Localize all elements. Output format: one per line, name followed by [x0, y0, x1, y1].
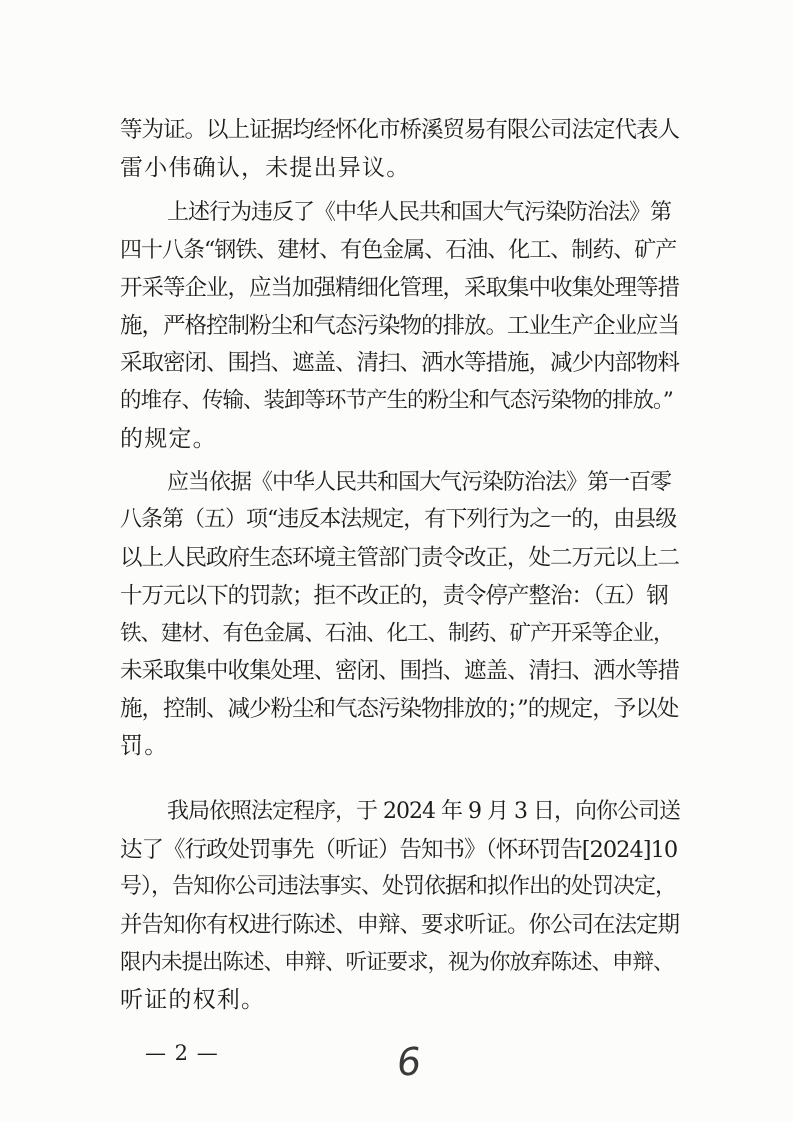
body-text-line: 雷小伟确认，未提出异议。: [120, 155, 411, 181]
body-text-line: 并告知你有权进行陈述、申辩、要求听证。你公司在法定期: [120, 912, 680, 938]
body-text-line: 八条第（五）项“违反本法规定，有下列行为之一的，由县级: [120, 507, 677, 532]
body-text-line: 四十八条“钢铁、建材、有色金属、石油、化工、制药、矿产: [120, 238, 677, 263]
body-text-line: 号），告知你公司违法事实、处罚依据和拟作出的处罚决定，: [120, 874, 677, 899]
body-text-line: 采取密闭、围挡、遮盖、清扫、洒水等措施，减少内部物料: [120, 350, 680, 376]
page-number: — 2 —: [145, 1041, 219, 1065]
body-text-line: 施，控制、减少粉尘和气态污染物排放的；”的规定，予以处: [120, 696, 679, 722]
body-text-line: 以上人民政府生态环境主管部门责令改正，处二万元以上二: [120, 545, 680, 571]
body-text-line: 达了《行政处罚事先（听证）告知书》（怀环罚告[2024]10: [120, 837, 678, 863]
body-text-line: 铁、建材、有色金属、石油、化工、制药、矿产开采等企业，: [120, 621, 674, 646]
body-text-line: 上述行为违反了《中华人民共和国大气污染防治法》第: [167, 200, 672, 225]
body-text-line: 应当依据《中华人民共和国大气污染防治法》第一百零: [167, 470, 672, 495]
body-text-line: 的堆存、传输、装卸等环节产生的粉尘和气态污染物的排放。”: [120, 388, 673, 413]
body-text-line: 限内未提出陈述、申辩、听证要求，视为你放弃陈述、申辩、: [120, 950, 674, 975]
body-text-line: 我局依照法定程序，于 2024 年 9 月 3 日，向你公司送: [167, 799, 680, 824]
body-text-line: 开采等企业，应当加强精细化管理，采取集中收集处理等措: [120, 275, 680, 301]
body-text-line: 十万元以下的罚款；拒不改正的，责令停产整治：（五）钢: [120, 583, 668, 609]
body-text-line: 未采取集中收集处理、密闭、围挡、遮盖、清扫、洒水等措: [120, 658, 680, 684]
body-text-line: 罚。: [120, 733, 169, 759]
body-text-line: 施，严格控制粉尘和气态污染物的排放。工业生产企业应当: [120, 313, 680, 339]
body-text-line: 等为证。以上证据均经怀化市桥溪贸易有限公司法定代表人: [120, 117, 680, 143]
body-text-line: 听证的权利。: [120, 987, 266, 1013]
body-text-line: 的规定。: [120, 426, 217, 452]
handwritten-mark: 6: [395, 1039, 423, 1085]
